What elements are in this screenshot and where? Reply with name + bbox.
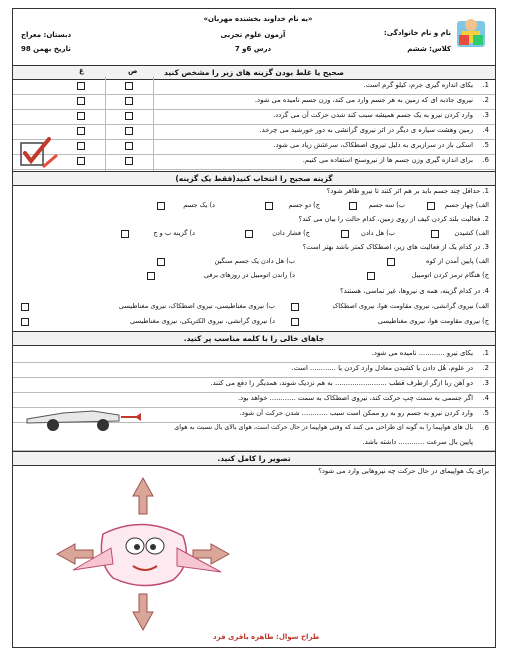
mc-checkbox[interactable] <box>387 258 395 266</box>
mc-question-2: 2. فعالیت بلند کردن کیف از روی زمین، کدام حالت را بیان می کند؟ <box>298 215 489 223</box>
mc-checkbox[interactable] <box>157 258 165 266</box>
fill-row: 6. بال های هواپیما را به گونه ای طراحی می کنند که وقتی هواپیما در حال حرکت است، هوای بالای بال نسبت به هوای <box>174 424 489 432</box>
mc-option: ب) نیروی مغناطیسی، نیروی اصطکاک، نیروی مغناطیسی <box>118 302 275 310</box>
mc-checkbox[interactable] <box>265 202 273 210</box>
section2-title: گزینه صحیح را انتخاب کنید(فقط یک گزینه) <box>13 171 495 186</box>
mc-checkbox[interactable] <box>121 230 129 238</box>
mc-question-3: 3. در کدام یک از فعالیت های زیر، اصطکاک کمتر باشد بهتر است؟ <box>302 243 489 251</box>
mc-option: د) راندن اتومبیل در روزهای برفی <box>203 271 295 279</box>
fill-question-text: اگر جسمی به سمت چپ حرکت کند، نیروی اصطکاک به سمت ............ خواهد بود. <box>238 394 473 402</box>
fill-question-text: یکای نیرو ............ نامیده می شود. <box>371 349 473 357</box>
tf-row: 2. نیروی جاذبه ای که زمین به هر جسم وارد می کند، وزن جسم نامیده می شود. <box>13 94 495 110</box>
mc-question-4: 4. در کدام گزینه، همه ی نیروها، غیر تماسی، هستند؟ <box>340 287 489 295</box>
fill-question-text: بال های هواپیما را به گونه ای طراحی می کنند که وقتی هواپیما در حال حرکت است، هوای بالای بال نسبت به هوای <box>174 424 473 431</box>
tf-question-text: یکای اندازه گیری جرم، کیلو گرم است. <box>363 81 473 89</box>
section1-title: صحیح یا غلط بودن گزینه های زیر را مشخص کنید <box>13 65 495 80</box>
tf-question-text: اسکی باز در سرازیری به دلیل نیروی اصطکاک، سرعتش زیاد می شود. <box>273 141 473 149</box>
mc-option: الف) کشیدن <box>454 229 489 237</box>
fill-row: 4. اگر جسمی به سمت چپ حرکت کند، نیروی اصطکاک به سمت ............ خواهد بود. <box>13 392 495 408</box>
false-checkbox[interactable] <box>77 127 85 135</box>
true-checkbox[interactable] <box>125 112 133 120</box>
class-label: کلاس: ششم <box>407 45 451 53</box>
mc-option: ب) هل دادن یک جسم سنگین <box>214 257 295 265</box>
mc-checkbox[interactable] <box>427 202 435 210</box>
mc-checkbox[interactable] <box>21 303 29 311</box>
date-label: تاریخ بهمن 98 <box>21 45 71 53</box>
mc-checkbox[interactable] <box>21 318 29 326</box>
mc-checkbox[interactable] <box>367 272 375 280</box>
exam-sheet <box>12 8 496 648</box>
fill-question-text: پایین بال سرعت ............ داشته باشد. <box>362 438 473 446</box>
false-column-header: غ <box>79 67 84 75</box>
fill-row: 5. وارد کردن نیرو به جسم رو به رو ممکن است سبب ............ شدن حرکت آن شود. <box>13 407 495 423</box>
false-checkbox[interactable] <box>77 112 85 120</box>
fill-row <box>13 436 495 451</box>
tf-question-text: برای اندازه گیری وزن جسم ها از نیروسنج استفاده می کنیم. <box>302 156 473 164</box>
mc-option: ب) سه جسم <box>368 201 405 209</box>
false-checkbox[interactable] <box>77 82 85 90</box>
true-checkbox[interactable] <box>125 97 133 105</box>
false-checkbox[interactable] <box>77 142 85 150</box>
mc-checkbox[interactable] <box>291 303 299 311</box>
false-checkbox[interactable] <box>77 157 85 165</box>
exam-title: آزمون علوم تجربی <box>220 31 286 39</box>
mc-option: الف) نیروی گرانشی، نیروی مقاومت هوا، نیروی اصطکاک <box>332 302 489 310</box>
tf-row: 1. یکای اندازه گیری جرم، کیلو گرم است. <box>13 79 495 95</box>
section4-question: برای یک هواپیمای در حال حرکت چه نیروهایی وارد می شود؟ <box>318 467 489 475</box>
fill-question-text: در علوم، هُل دادن یا کشیدن معادل وارد کردن یا ............ است. <box>291 364 473 372</box>
tf-question-text: وارد کردن نیرو به یک جسم همیشه سبب کند شدن حرکت آن می گردد. <box>273 111 473 119</box>
true-checkbox[interactable] <box>125 82 133 90</box>
student-name-label: نام و نام خانوادگی: <box>383 29 451 37</box>
basmala: «به نام خداوند بخشنده مهربان» <box>203 15 313 23</box>
mc-checkbox[interactable] <box>341 230 349 238</box>
tf-row: 5. اسکی باز در سرازیری به دلیل نیروی اصطکاک، سرعتش زیاد می شود. <box>13 139 495 155</box>
mc-question-1: 1. حداقل چند جسم باید بر هم اثر کنند تا نیرو ظاهر شود؟ <box>326 187 489 195</box>
mc-option: ب) هل دادن <box>361 229 395 237</box>
rocket-car-icon <box>23 389 143 437</box>
tf-row: 4. زمین وهشت سیاره ی دیگر در اثر نیروی گرانشی به دور خورشید می چرخد. <box>13 124 495 140</box>
fill-question-text: وارد کردن نیرو به جسم رو به رو ممکن است سبب ............ شدن حرکت آن شود. <box>239 409 473 417</box>
true-checkbox[interactable] <box>125 127 133 135</box>
school-label: دبستان: معراج <box>21 31 72 39</box>
mc-checkbox[interactable] <box>157 202 165 210</box>
mc-option: د) نیروی گرانشی، نیروی الکتریکی، نیروی مغناطیسی <box>130 317 275 325</box>
mc-checkbox[interactable] <box>291 318 299 326</box>
tf-row: 6. برای اندازه گیری وزن جسم ها از نیروسنج استفاده می کنیم. <box>13 154 495 170</box>
section3-title: جاهای خالی را با کلمه مناسب پر کنید. <box>13 331 495 346</box>
fill-question-text: دو آهن ربا ازگر ازطرف قطب ........................ به هم نزدیک شوند، همدیگر را دفع می کنند. <box>210 379 473 387</box>
tf-question-text: زمین وهشت سیاره ی دیگر در اثر نیروی گرانشی به دور خورشید می چرخد. <box>259 126 473 134</box>
mc-option: د) گزینه ب و ج <box>153 229 195 237</box>
checkmark-pencil-icon <box>19 137 59 171</box>
mc-option: ج) دو جسم <box>288 201 320 209</box>
mc-option: الف) چهار جسم <box>444 201 489 209</box>
mc-option: الف) پایین آمدن از کوه <box>426 257 489 265</box>
tf-question-text: نیروی جاذبه ای که زمین به هر جسم وارد می کند، وزن جسم نامیده می شود. <box>254 96 473 104</box>
mc-checkbox[interactable] <box>245 230 253 238</box>
mc-option: ج) فشار دادن <box>272 229 310 237</box>
mc-checkbox[interactable] <box>147 272 155 280</box>
true-checkbox[interactable] <box>125 142 133 150</box>
airplane-forces-illustration <box>53 474 233 634</box>
lesson-label: درس 6و 7 <box>234 45 272 53</box>
designer-credit: طراح سوال: طاهره باقری فرد <box>213 633 320 641</box>
mc-option: ج) هنگام ترمز کردن اتومبیل <box>411 271 489 279</box>
mc-checkbox[interactable] <box>349 202 357 210</box>
true-checkbox[interactable] <box>125 157 133 165</box>
mc-option: د) یک جسم <box>183 201 215 209</box>
mc-option: ج) نیروی مقاومت هوا، نیروی مغناطیسی <box>377 317 489 325</box>
mc-checkbox[interactable] <box>431 230 439 238</box>
fill-row: 3. دو آهن ربا ازگر ازطرف قطب ........................ به هم نزدیک شوند، همدیگر را دفع می کنند. <box>13 377 495 393</box>
section4-title: تصویر را کامل کنید. <box>13 451 495 466</box>
true-column-header: ص <box>128 67 138 75</box>
fill-row: 2. در علوم، هُل دادن یا کشیدن معادل وارد کردن یا ............ است. <box>13 362 495 378</box>
false-checkbox[interactable] <box>77 97 85 105</box>
student-reading-icon <box>453 13 489 51</box>
tf-row: 3. وارد کردن نیرو به یک جسم همیشه سبب کند شدن حرکت آن می گردد. <box>13 109 495 125</box>
fill-row: 1. یکای نیرو ............ نامیده می شود. <box>13 347 495 363</box>
